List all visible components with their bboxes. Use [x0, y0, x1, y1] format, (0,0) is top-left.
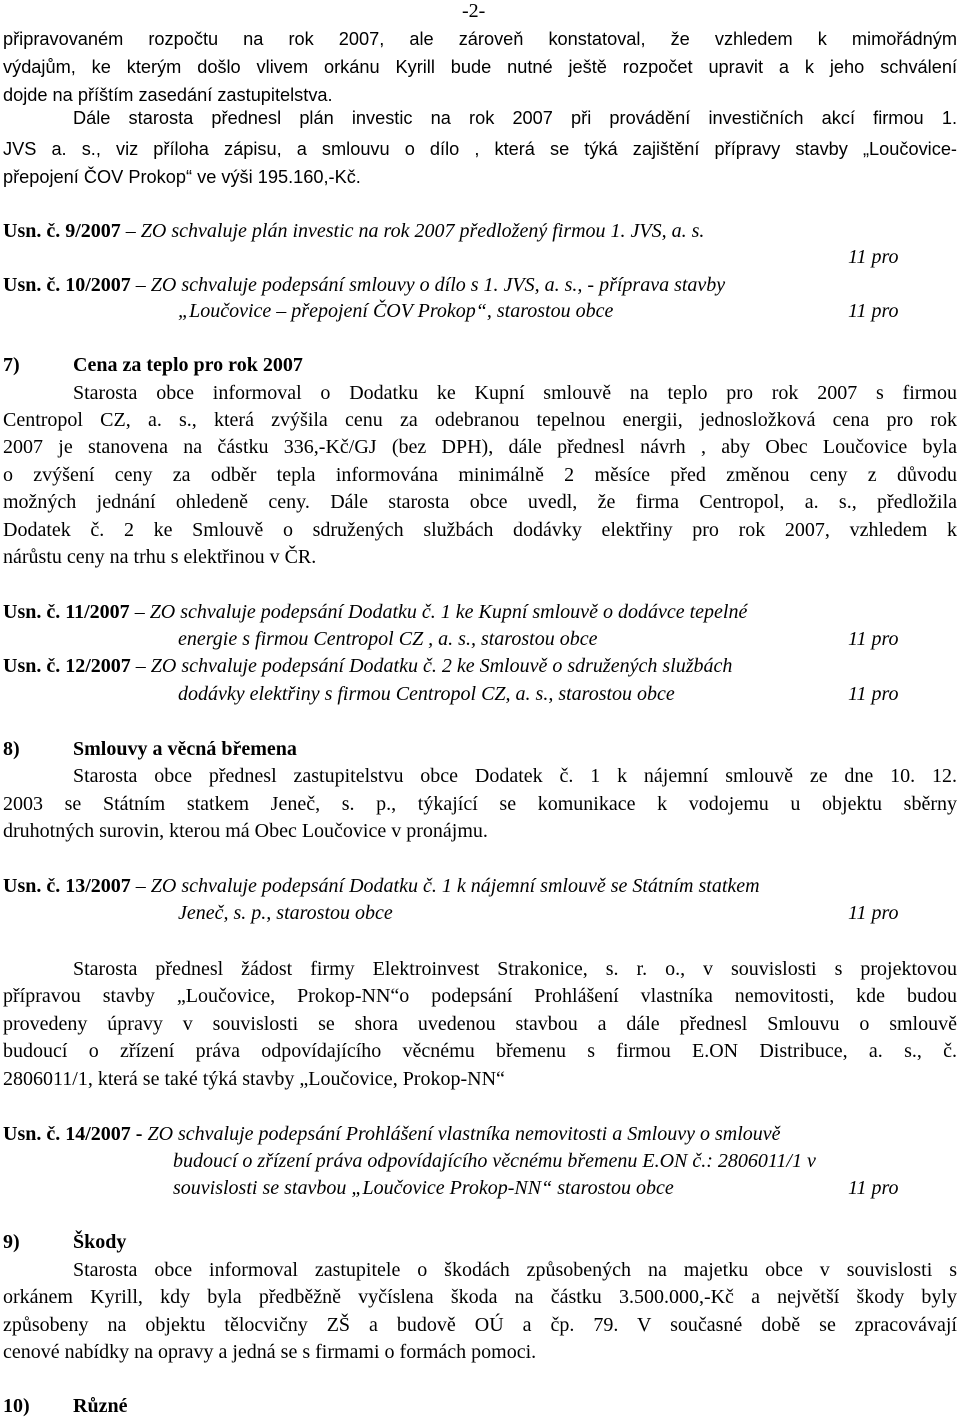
resolution-10-cont: „Loučovice – přepojení ČOV Prokop“, starostou obce: [178, 300, 614, 322]
resolution-label: Usn. č. 14/2007 -: [3, 1123, 143, 1145]
intro-line-6: přepojení ČOV Prokop“ ve výši 195.160,-Kč.: [3, 167, 361, 187]
intro-line-5: JVS a. s., viz příloha zápisu, a smlouvu o dílo , která se týká zajištění přípravy stavby „Loučovice-: [3, 139, 957, 159]
resolution-text: – ZO schvaluje podepsání Dodatku č. 2 ke Smlouvě o sdružených službách: [130, 655, 733, 677]
resolution-11-cont: energie s firmou Centropol CZ , a. s., starostou obce: [178, 628, 598, 650]
vote-result: 11 pro: [848, 1177, 899, 1199]
section7-line-1: Starosta obce informoval o Dodatku ke Kupní smlouvě na teplo pro rok 2007 s firmou: [73, 382, 957, 404]
resolution-text: – ZO schvaluje podepsání smlouvy o dílo s 1. JVS, a. s., - příprava stavby: [130, 274, 726, 296]
resolution-11: [3, 599, 747, 625]
section8-line-3: druhotných surovin, kterou má Obec Loučovice v pronájmu.: [3, 820, 488, 842]
resolution-label: Usn. č. 10/2007: [3, 274, 131, 296]
intro-line-3: dojde na příštím zasedání zastupitelstva.: [3, 85, 333, 105]
section8-para2-line-5: 2806011/1, která se také týká stavby „Loučovice, Prokop-NN“: [3, 1068, 505, 1090]
section-number: 9): [3, 1231, 20, 1253]
section-title: Cena za teplo pro rok 2007: [73, 354, 303, 376]
resolution-13: [3, 873, 760, 899]
section7-line-3: 2007 je stanovena na částku 336,-Kč/GJ (bez DPH), dále přednesl návrh , aby Obec Loučovice byla: [3, 436, 957, 458]
resolution-14-cont-1: budoucí o zřízení práva odpovídajícího věcnému břemenu E.ON č.: 2806011/1 v: [173, 1150, 816, 1172]
section8-para2-line-1: Starosta přednesl žádost firmy Elektroinvest Strakonice, s. r. o., v souvislosti s projektovou: [73, 958, 957, 980]
resolution-12-cont: dodávky elektřiny s firmou Centropol CZ, a. s., starostou obce: [178, 683, 675, 705]
section9-line-2: orkánem Kyrill, kdy byla předběžně vyčíslena škoda na částku 3.500.000,-Kč a největší škody byly: [3, 1286, 957, 1308]
resolution-label: Usn. č. 13/2007: [3, 875, 131, 897]
resolution-label: Usn. č. 11/2007: [3, 601, 130, 623]
resolution-label: Usn. č. 9/2007: [3, 220, 121, 242]
resolution-9: [3, 218, 704, 244]
resolution-text: ZO schvaluje podepsání Prohlášení vlastníka nemovitosti a Smlouvy o smlouvě: [142, 1123, 781, 1145]
resolution-label: Usn. č. 12/2007: [3, 655, 131, 677]
section7-line-6: Dodatek č. 2 ke Smlouvě o sdružených službách dodávky elektřiny pro rok 2007, vzhledem k: [3, 519, 957, 541]
section-number: 8): [3, 738, 20, 760]
section-number: 10): [3, 1395, 30, 1417]
vote-result: 11 pro: [848, 902, 899, 924]
resolution-14: [3, 1121, 781, 1147]
section9-line-1: Starosta obce informoval zastupitele o škodách způsobených na majetku obce v souvislosti s: [73, 1259, 957, 1281]
section-number: 7): [3, 354, 20, 376]
resolution-13-cont: Jeneč, s. p., starostou obce: [178, 902, 393, 924]
section-title: Smlouvy a věcná břemena: [73, 738, 297, 760]
section7-line-2: Centropol CZ, a. s., která zvýšila cenu za odebranou tepelnou energii, jednosložková cena pro rok: [3, 409, 957, 431]
section7-line-5: možných jednání ohledeně ceny. Dále starosta obce uvedl, že firma Centropol, a. s., předložila: [3, 491, 957, 513]
section-title: Různé: [73, 1395, 128, 1417]
resolution-14-cont-2: souvislosti se stavbou „Loučovice Prokop-NN“ starostou obce: [173, 1177, 674, 1199]
vote-result: 11 pro: [848, 683, 899, 705]
intro-line-1: připravovaném rozpočtu na rok 2007, ale zároveň konstatoval, že vzhledem k mimořádným: [3, 29, 957, 49]
section8-para2-line-2: přípravou stavby „Loučovice, Prokop-NN“o podepsání Prohlášení vlastníka nemovitosti, kde budou: [3, 985, 957, 1007]
resolution-text: – ZO schvaluje plán investic na rok 2007 předložený firmou 1. JVS, a. s.: [120, 220, 705, 242]
section9-line-4: cenové nabídky na opravy a jedná se s firmami o formách pomoci.: [3, 1341, 537, 1363]
section8-line-2: 2003 se Státním statkem Jeneč, s. p., týkající se komunikace k vodojemu u objektu sběrny: [3, 793, 957, 815]
vote-result: 11 pro: [848, 628, 899, 650]
resolution-text: – ZO schvaluje podepsání Dodatku č. 1 ke Kupní smlouvě o dodávce tepelné: [129, 601, 748, 623]
section-title: Škody: [73, 1231, 127, 1253]
vote-result: 11 pro: [848, 300, 899, 322]
resolution-12: [3, 653, 732, 679]
section7-line-4: o zvýšení ceny za odběr tepla informována minimálně 2 měsíce před změnou ceny z důvodu: [3, 464, 957, 486]
section9-line-3: způsobeny na objektu tělocvičny ZŠ a budově OÚ a čp. 79. V současné době se zpracovávají: [3, 1314, 957, 1336]
section8-line-1: Starosta obce přednesl zastupitelstvu obce Dodatek č. 1 k nájemní smlouvě ze dne 10. 12.: [73, 765, 957, 787]
page-number: -2-: [462, 0, 486, 22]
section7-line-7: nárůstu ceny na trhu s elektřinou v ČR.: [3, 546, 317, 568]
section8-para2-line-4: budoucí o zřízení práva odpovídajícího věcnému břemenu s firmou E.ON Distribuce, a. s., č.: [3, 1040, 957, 1062]
intro-line-2: výdajům, ke kterým došlo vlivem orkánu Kyrill bude nutné ještě rozpočet upravit a k jeho schválení: [3, 57, 957, 77]
resolution-text: – ZO schvaluje podepsání Dodatku č. 1 k nájemní smlouvě se Státním statkem: [130, 875, 760, 897]
intro-line-4: Dále starosta přednesl plán investic na rok 2007 při provádění investičních akcí firmou 1.: [73, 108, 957, 128]
section8-para2-line-3: provedeny úpravy v souvislosti se shora uvedenou stavbou a dále přednesl Smlouvu o smlouvě: [3, 1013, 957, 1035]
resolution-10: [3, 272, 725, 298]
vote-result: 11 pro: [848, 246, 899, 268]
